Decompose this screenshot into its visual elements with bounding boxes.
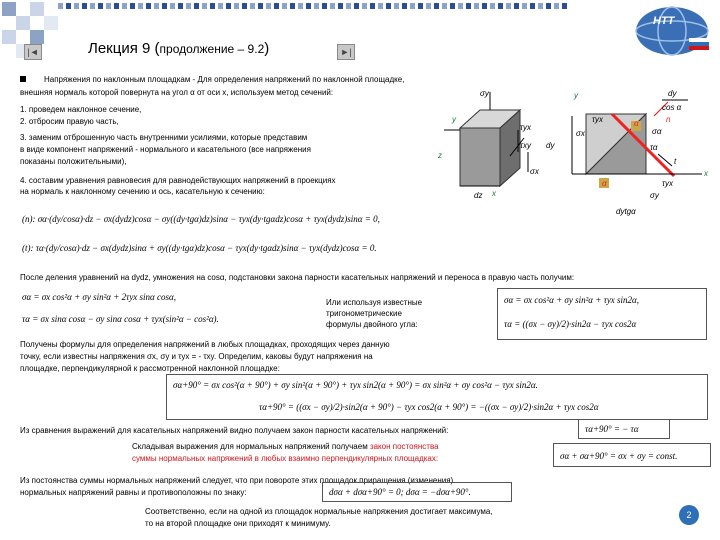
header-stripe (554, 3, 559, 9)
header-stripe (418, 3, 423, 9)
wedge-label-tyx: τyx (592, 115, 603, 124)
header-stripe (162, 3, 167, 9)
header-stripe (362, 3, 367, 9)
obtained-line-1: Получены формулы для определения напряжений в любых площадках, проходящих через данную (20, 340, 390, 349)
wedge-label-sx: σx (576, 129, 585, 138)
intro-line-1: Напряжения по наклонным площадкам - Для определения напряжений по наклонной площадке, (44, 75, 405, 84)
final-line-2: то на второй площадке они приходят к минимуму. (145, 519, 331, 528)
obtained-line-3: площадке, перпендикулярной к рассмотренной наклонной площадке: (20, 364, 280, 373)
header-stripe (402, 3, 407, 9)
header-stripe (58, 3, 63, 9)
header-stripe (66, 3, 71, 9)
header-stripes-decoration (58, 3, 570, 9)
double-angle-box (497, 288, 707, 340)
header-stripe (346, 3, 351, 9)
header-stripe (338, 3, 343, 9)
header-stripe (258, 3, 263, 9)
header-stripe (370, 3, 375, 9)
wedge-frac-num: dy (668, 89, 677, 98)
result-tau-alpha: τα = σx sinα cosα − σy sinα cosα + τyx(sin²α − cos²α). (22, 314, 219, 324)
header-stripe (434, 3, 439, 9)
obtained-line-2: точку, если известны напряжения σx, σy и τyx = - τxy. Определим, каковы будут напряжения на (20, 352, 373, 361)
logo-text: НТТ (653, 15, 675, 27)
wedge-label-t: t (674, 157, 677, 166)
header-stripe (218, 3, 223, 9)
header-stripe (130, 3, 135, 9)
cube-label-dz: dz (474, 191, 483, 200)
cube-label-sx: σx (530, 167, 539, 176)
header-stripe (114, 3, 119, 9)
next-slide-button[interactable]: ►| (337, 44, 355, 60)
header-stripe (442, 3, 447, 9)
cube-label-x: x (492, 189, 496, 198)
title-sub: продолжение – 9.2 (159, 42, 265, 56)
header-stripe (122, 3, 127, 9)
cube-label-sy: σy (480, 89, 489, 98)
step-3-line-3: показаны положительными), (20, 157, 127, 166)
header-stripe (298, 3, 303, 9)
result-sigma-alpha: σα = σx cos²α + σy sin²α + 2τyx sinα cosα, (22, 292, 177, 302)
perp-tau: τα+90° = ((σx − σy)/2)·sin2(α + 90°) − τyx cos2(α + 90°) = −((σx − σy)/2)·sin2α + τyx cos2α (259, 402, 599, 412)
header-stripe (98, 3, 103, 9)
header-stripe (546, 3, 551, 9)
step-1: 1. проведем наклонное сечение, (20, 105, 142, 114)
sum-text-red: закон постоянства (369, 442, 439, 451)
header-stripe (74, 3, 79, 9)
sum-text-line-2: суммы нормальных напряжений в любых взаимно перпендикулярных площадках: (132, 454, 439, 463)
header-stripe (274, 3, 279, 9)
header-stripe (378, 3, 383, 9)
header-stripe (394, 3, 399, 9)
increment-box: dσα + dσα+90° = 0; dσα = −dσα+90°. (322, 482, 512, 502)
compare-text: Из сравнения выражений для касательных напряжений видно получаем закон парности касательных напряжений: (20, 426, 449, 435)
header-stripe (306, 3, 311, 9)
header-stripe (82, 3, 87, 9)
logo-globe-icon (629, 2, 715, 60)
step-4-line-1: 4. составим уравнения равновесия для равнодействующих напряжений в проекциях (20, 176, 336, 185)
header-stripe (170, 3, 175, 9)
header-stripe (514, 3, 519, 9)
perpendicular-box (166, 374, 708, 420)
trig-note-3: формулы двойного угла: (326, 320, 418, 329)
sum-text-black: Складывая выражения для нормальных напряжений получаем (132, 442, 368, 451)
header-stripe (562, 3, 567, 9)
after-division-text: После деления уравнений на dydz, умножения на cosα, подстановки закона парности касательных напряжений и переноса в правую часть получим: (20, 273, 575, 282)
trig-note-2: тригонометрические (326, 309, 402, 318)
trig-note-1: Или используя известные (326, 298, 423, 307)
header-stripe (522, 3, 527, 9)
header-stripe (322, 3, 327, 9)
wedge-label-sy: σy (650, 191, 659, 200)
header-stripe (474, 3, 479, 9)
wedge-label-sa: σα (652, 127, 662, 136)
cube-label-tyx: τyx (520, 123, 531, 132)
header-stripe (106, 3, 111, 9)
header-stripe (202, 3, 207, 9)
header-stripe (466, 3, 471, 9)
wedge-frac-den: cos α (662, 103, 682, 112)
pairing-law-box: τα+90° = − τα (578, 419, 670, 439)
header-stripe (234, 3, 239, 9)
title-close: ) (264, 40, 270, 57)
wedge-label-n: n (666, 115, 671, 124)
header-stripe (194, 3, 199, 9)
header-stripe (314, 3, 319, 9)
equation-n: (n): σα·(dy/cosα)·dz − σx(dydz)cosα − σy((dy·tgα)dz)sinα − τyx(dy·tgαdz)cosα + τyx(dydz)sinα = 0, (22, 214, 380, 224)
header-stripe (146, 3, 151, 9)
perp-sigma: σα+90° = σx cos²(α + 90°) + σy sin²(α + 90°) + τyx sin2(α + 90°) = σx sin²α + σy cos²α − τyx sin2α. (173, 380, 538, 390)
double-angle-sigma: σα = σx cos²α + σy sin²α + τyx sin2α, (504, 295, 640, 305)
header-stripe (178, 3, 183, 9)
page-title (88, 40, 269, 57)
wedge-label-y: y (574, 91, 578, 100)
cube-label-txy: τxy (520, 141, 531, 150)
header-stripe (386, 3, 391, 9)
step-3-line-1: 3. заменим отброшенную часть внутренними усилиями, которые представим (20, 133, 308, 142)
cube-label-y: y (452, 115, 456, 124)
logo (629, 2, 715, 60)
header-stripe (482, 3, 487, 9)
wedge-label-alpha-bottom: α (602, 179, 607, 188)
sum-text-line-1 (132, 441, 439, 452)
header-stripe (90, 3, 95, 9)
header-stripe (250, 3, 255, 9)
constancy-line-1: Из постоянства суммы нормальных напряжений следует, что при повороте этих площадок приращения (изменения) (20, 476, 454, 485)
double-angle-tau: τα = ((σx − σy)/2)·sin2α − τyx cos2α (504, 319, 637, 329)
wedge-label-x: x (704, 169, 708, 178)
step-4-line-2: на нормаль к наклонному сечению и ось, касательную к сечению: (20, 187, 265, 196)
header-stripe (138, 3, 143, 9)
header-stripe (426, 3, 431, 9)
prev-slide-button[interactable]: |◄ (24, 44, 42, 60)
header-stripe (530, 3, 535, 9)
intro-line-2: внешняя нормаль которой повернута на угол α от оси x, используем метод сечений: (20, 88, 334, 97)
sum-constancy-box: σα + σα+90° = σx + σy = const. (553, 443, 711, 467)
cube-front-face (460, 128, 500, 186)
equation-t: (t): τα·(dy/cosα)·dz − σx(dydz)sinα + σy((dy·tgα)dz)cosα − τyx(dy·tgαdz)sinα − τyx(dydz)cosα = 0. (22, 243, 377, 253)
title-main: Лекция 9 ( (88, 40, 160, 57)
header-stripe (330, 3, 335, 9)
bullet-icon (20, 76, 26, 82)
cube-element-diagram (432, 86, 544, 204)
header-stripe (490, 3, 495, 9)
header-stripe (458, 3, 463, 9)
header-stripe (354, 3, 359, 9)
header-stripe (498, 3, 503, 9)
wedge-label-tyx-bottom: τyx (662, 179, 673, 188)
header-stripe (210, 3, 215, 9)
wedge-label-dytga: dytgα (616, 207, 636, 216)
header-stripe (242, 3, 247, 9)
header-stripe (186, 3, 191, 9)
step-2: 2. отбросим правую часть, (20, 117, 119, 126)
wedge-label-alpha-top: α (634, 119, 639, 128)
header-stripe (282, 3, 287, 9)
header-stripe (538, 3, 543, 9)
wedge-label-dy: dy (546, 141, 555, 150)
header-stripe (410, 3, 415, 9)
wedge-label-ta: τα (650, 143, 658, 152)
cube-label-z: z (438, 151, 442, 160)
header-stripe (450, 3, 455, 9)
header-stripe (266, 3, 271, 9)
page-number: 2 (679, 505, 699, 525)
wedge-element-diagram (542, 86, 714, 218)
header-stripe (154, 3, 159, 9)
step-3-line-2: в виде компонент напряжений - нормального и касательного (все напряжения (20, 145, 311, 154)
header-stripe (290, 3, 295, 9)
header-stripe (226, 3, 231, 9)
final-line-1: Соответственно, если на одной из площадок нормальные напряжения достигает максимума, (145, 507, 493, 516)
constancy-line-2: нормальных напряжений равны и противоположны по знаку: (20, 488, 247, 497)
header-stripe (506, 3, 511, 9)
